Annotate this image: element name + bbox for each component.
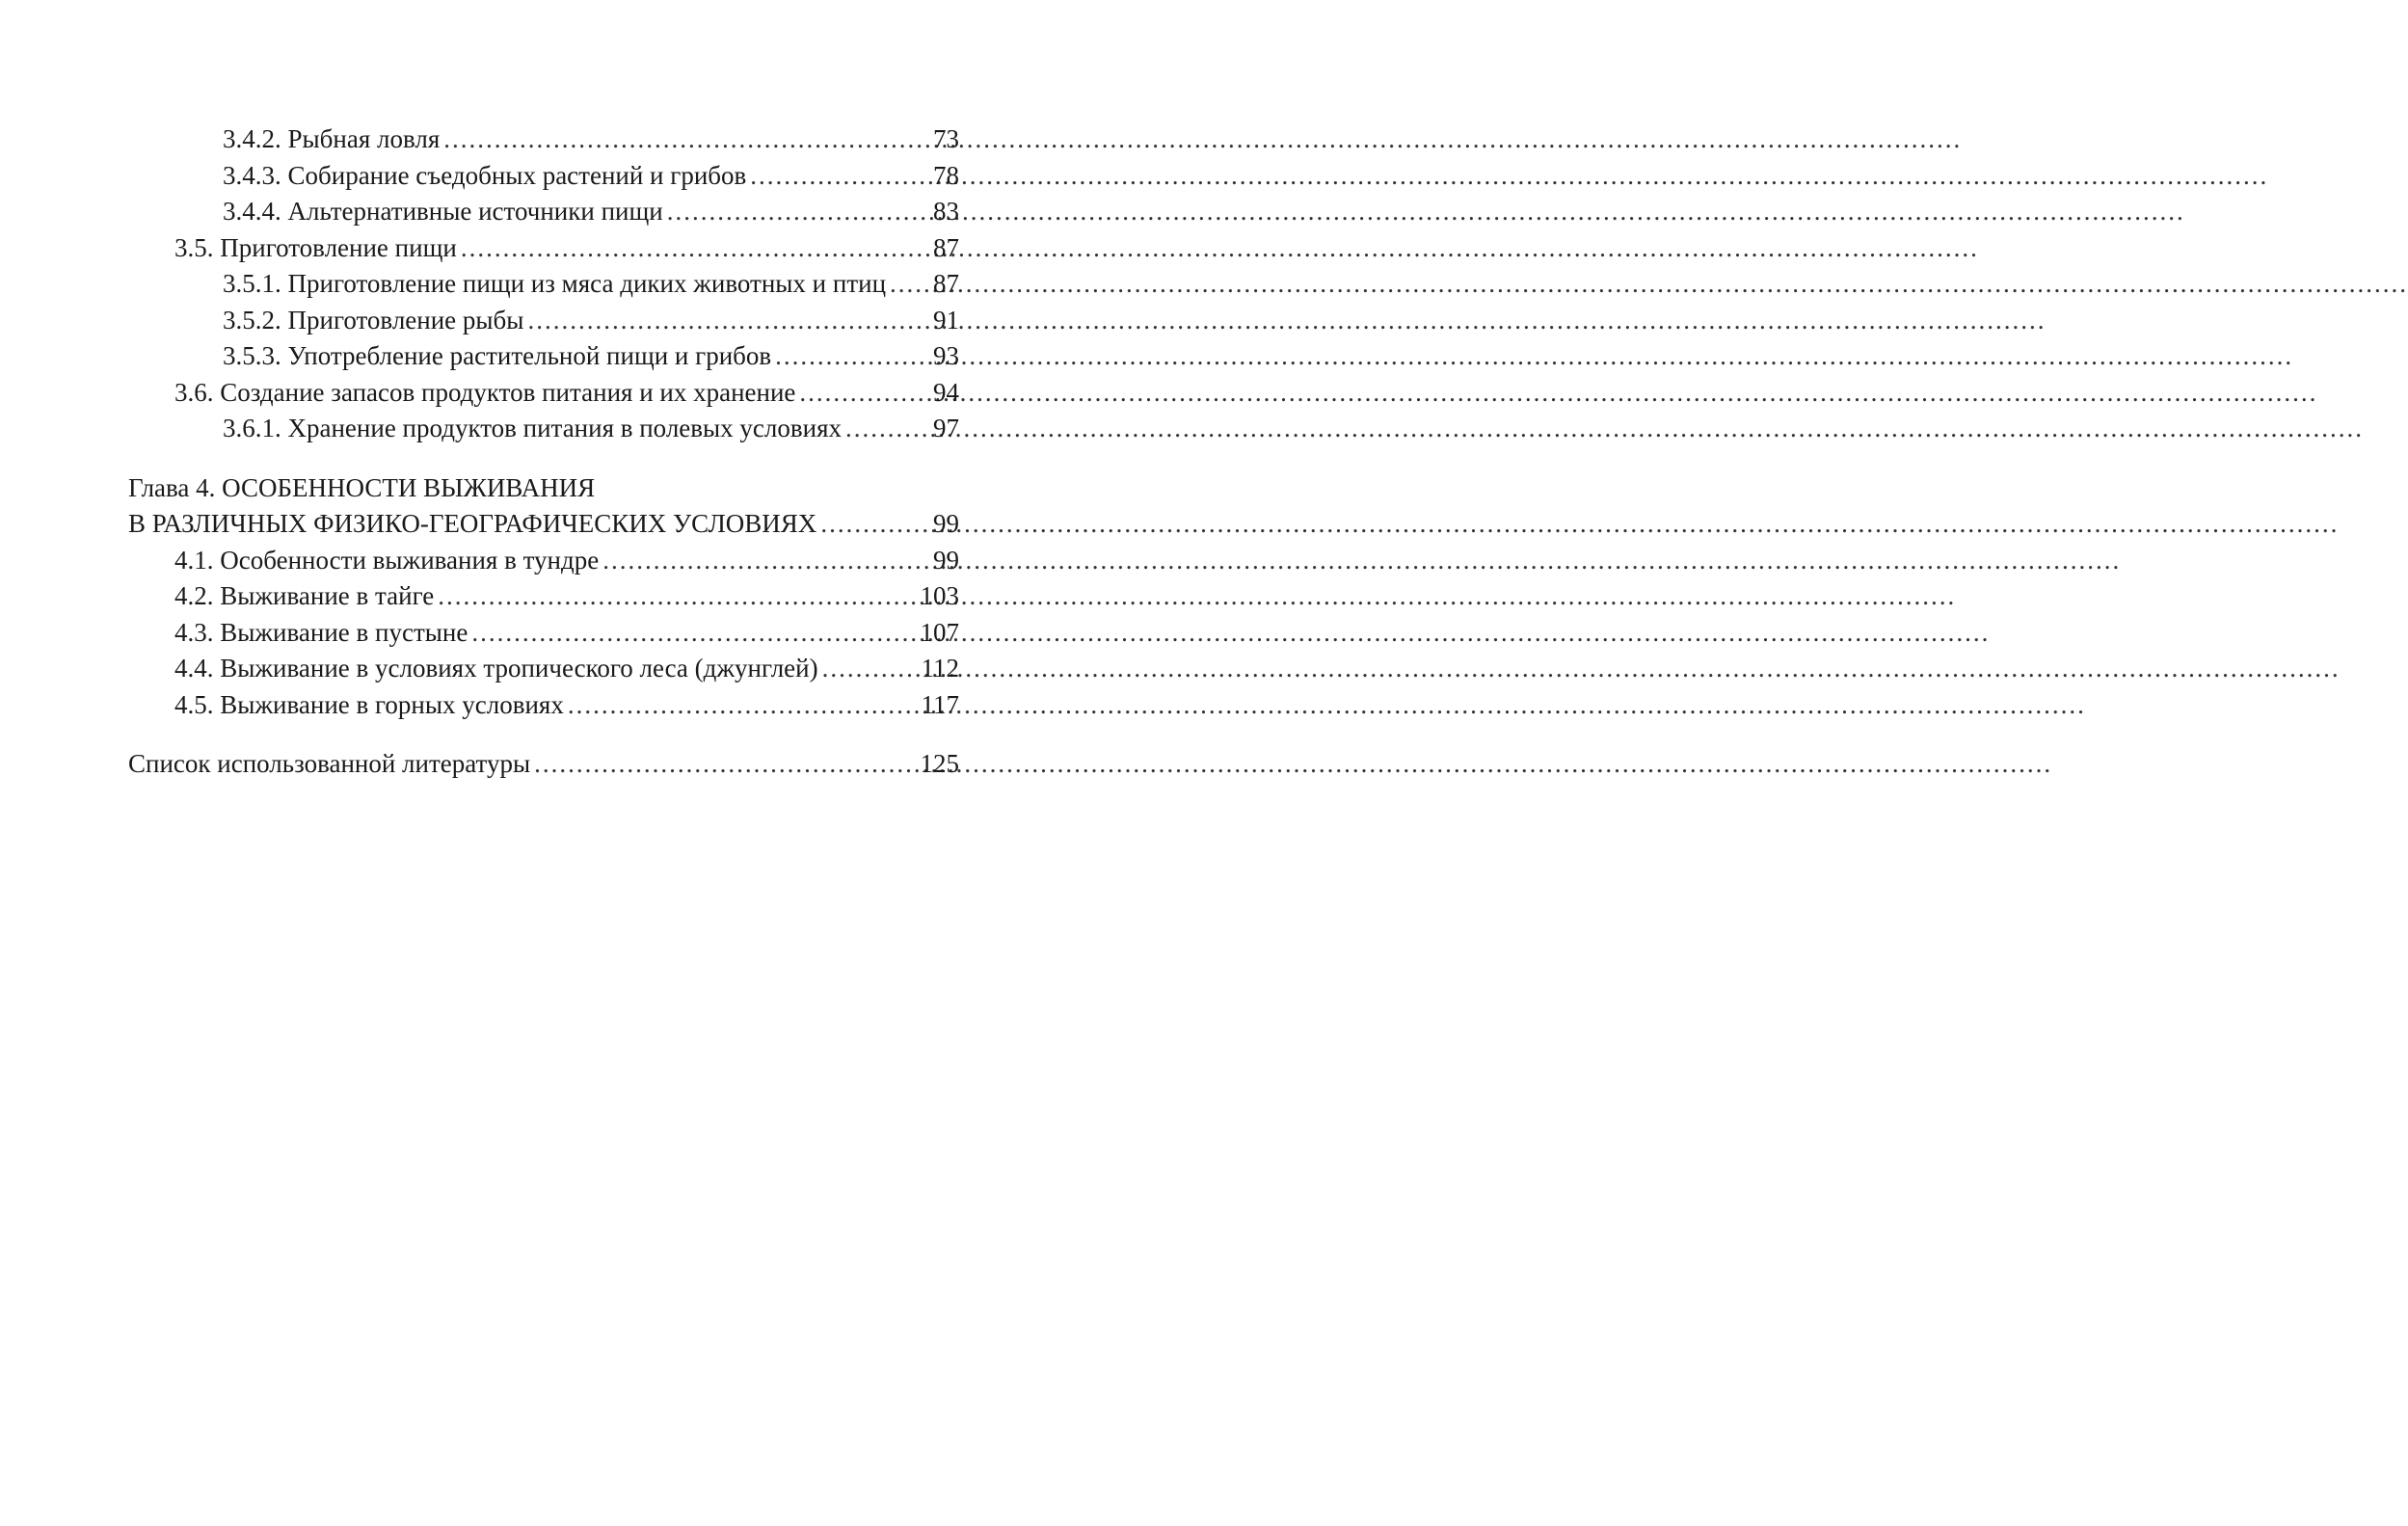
toc-entry[interactable]	[128, 375, 959, 412]
toc-entry-title: 3.4.3. Собирание съедобных растений и грибов	[223, 160, 747, 190]
toc-entry-page: 97	[933, 414, 959, 442]
toc-entry[interactable]	[128, 230, 959, 267]
toc-entry[interactable]	[128, 194, 959, 230]
toc-entry-page: 117	[921, 689, 959, 719]
toc-entry-page: 125	[920, 749, 959, 778]
toc-entry-page: 93	[933, 341, 959, 370]
chapter-title-line1: Глава 4. ОСОБЕННОСТИ ВЫЖИВАНИЯ	[128, 472, 596, 502]
toc-entry-page: 83	[933, 197, 959, 226]
section-gap	[128, 723, 959, 746]
dot-leader	[534, 746, 916, 783]
dot-leader	[799, 375, 929, 412]
toc-entry-title: 3.5.3. Употребление растительной пищи и грибов	[223, 341, 772, 370]
toc-entry[interactable]	[128, 158, 959, 195]
toc-entry-page: 73	[933, 124, 959, 153]
chapter-heading[interactable]	[128, 470, 959, 543]
toc-entry-bibliography[interactable]	[128, 746, 959, 783]
toc-entry-title: 3.5.2. Приготовление рыбы	[223, 305, 524, 335]
toc-entry-title: 3.6. Создание запасов продуктов питания и их хранение	[174, 377, 796, 407]
toc-entry[interactable]	[128, 687, 959, 724]
toc-entry-page: 99	[933, 545, 959, 575]
toc-entry-page: 107	[920, 617, 959, 647]
dot-leader	[527, 303, 929, 339]
dot-leader	[822, 651, 918, 687]
toc-entry-title: 4.5. Выживание в горных условиях	[174, 689, 564, 719]
toc-entry-title: 4.2. Выживание в тайге	[174, 581, 435, 610]
toc-entry-page: 94	[933, 377, 959, 407]
toc-entry[interactable]	[128, 543, 959, 579]
dot-leader	[820, 506, 929, 543]
dot-leader	[438, 578, 916, 615]
toc-entry-page: 78	[933, 160, 959, 190]
chapter-title-line2-row	[128, 506, 959, 543]
dot-leader	[775, 338, 929, 375]
toc-entry[interactable]	[128, 615, 959, 652]
toc-entry-title: 4.1. Особенности выживания в тундре	[174, 545, 600, 575]
chapter-title-line2: В РАЗЛИЧНЫХ ФИЗИКО-ГЕОГРАФИЧЕСКИХ УСЛОВИЯХ	[128, 509, 817, 538]
table-of-contents	[128, 121, 959, 783]
dot-leader	[667, 194, 929, 230]
dot-leader	[471, 615, 916, 652]
dot-leader	[568, 687, 918, 724]
toc-entry[interactable]	[128, 303, 959, 339]
dot-leader	[443, 121, 929, 158]
toc-entry[interactable]	[128, 121, 959, 158]
dot-leader	[461, 230, 929, 267]
toc-entry-title: 3.5. Приготовление пищи	[174, 232, 457, 262]
toc-entry[interactable]	[128, 578, 959, 615]
toc-entry[interactable]	[128, 338, 959, 375]
toc-entry-title: 4.3. Выживание в пустыне	[174, 617, 468, 647]
toc-entry-title: 3.5.1. Приготовление пищи из мяса диких животных и птиц	[223, 269, 887, 298]
document-page	[0, 0, 1106, 1526]
toc-entry-title: 3.4.4. Альтернативные источники пищи	[223, 197, 663, 226]
toc-entry-title: 3.4.2. Рыбная ловля	[223, 124, 441, 153]
toc-entry-page: 112	[921, 654, 959, 683]
dot-leader	[845, 411, 929, 447]
toc-entry-title: Список использованной литературы	[128, 749, 531, 778]
toc-entry-title: 4.4. Выживание в условиях тропического леса (джунглей)	[174, 654, 818, 683]
toc-entry[interactable]	[128, 651, 959, 687]
dot-leader	[602, 543, 929, 579]
toc-entry[interactable]	[128, 411, 959, 447]
toc-entry[interactable]	[128, 266, 959, 303]
toc-entry-page: 87	[933, 269, 959, 298]
toc-entry-page: 103	[920, 581, 959, 610]
chapter-page: 99	[933, 509, 959, 538]
toc-entry-page: 87	[933, 232, 959, 262]
dot-leader	[890, 266, 929, 303]
dot-leader	[750, 158, 929, 195]
toc-entry-page: 91	[933, 305, 959, 335]
toc-entry-title: 3.6.1. Хранение продуктов питания в полевых условиях	[223, 414, 843, 442]
